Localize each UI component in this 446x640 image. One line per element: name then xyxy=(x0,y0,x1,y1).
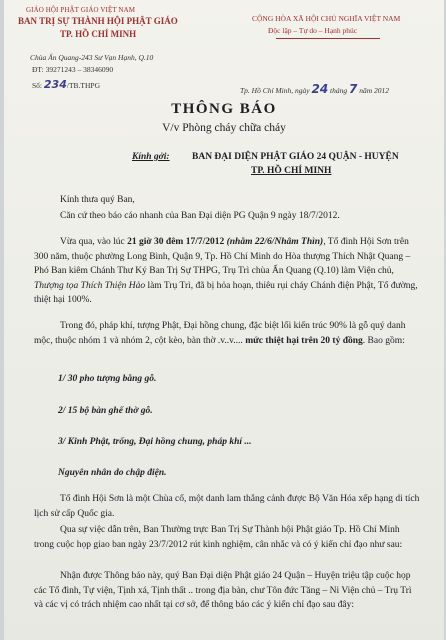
date-month: 7 xyxy=(349,82,358,96)
document-number xyxy=(32,78,100,91)
org-name: BAN TRỊ SỰ THÀNH HỘI PHẬT GIÁO xyxy=(18,16,178,26)
republic-heading: CỘNG HÒA XÃ HỘI CHỦ NGHĨA VIỆT NAM xyxy=(252,14,401,23)
recipient-label: Kính gởi: xyxy=(132,152,170,162)
date-day: 24 xyxy=(311,82,329,96)
date-prefix: Tp. Hồ Chí Minh, ngày xyxy=(240,86,310,95)
motto-underline xyxy=(276,38,380,39)
org-parent: GIÁO HỘI PHẬT GIÁO VIỆT NAM xyxy=(26,6,136,14)
incident-lunar-date: (nhằm 22/6/Nhâm Thìn) xyxy=(226,237,324,247)
damage-part-1: Trong đó, pháp khí, tượng Phật, Đại hồng chung, đặc biệt lối kiến trúc 90% là gỗ quý danh mộc, thuộc nhóm 1 và nhóm 2, cột kèo, bàn thờ .v..v.... xyxy=(34,321,406,346)
org-phone: ĐT: 39271243 – 38346090 xyxy=(32,65,114,74)
damage-amount: mức thiệt hại trên 20 tỷ đồng xyxy=(245,335,363,346)
directive-paragraph: Qua sự việc dẫn trên, Ban Thường trực Ban Trị Sự Thành hội Phật giáo Tp. Hồ Chí Minh trong cuộc họp giao ban ngày 23/7/2012 rút kinh nghiệm, cân nhắc và có ý kiến chỉ đạo như sau: xyxy=(34,525,403,550)
incident-paragraph xyxy=(34,235,422,308)
list-item: 1/ 30 pho tượng bằng gỗ. xyxy=(58,374,157,384)
document-subject: V/v Phòng cháy chữa cháy xyxy=(162,122,286,134)
fire-cause: Nguyên nhân do chập điện. xyxy=(58,468,167,478)
greeting: Kính thưa quý Ban, xyxy=(60,195,135,205)
recipient-line-1: BAN ĐẠI DIỆN PHẬT GIÁO 24 QUẬN - HUYỆN xyxy=(192,152,399,162)
intro-paragraph: Căn cứ theo báo cáo nhanh của Ban Đại diện PG Quận 9 ngày 18/7/2012. xyxy=(60,211,340,221)
date-year: năm 2012 xyxy=(359,86,390,95)
temple-status-paragraph: Tổ đình Hội Sơn là một Chùa cổ, một danh lam thắng cảnh được Bộ Văn Hóa xếp hạng di tích lịch sử cấp Quốc gia. xyxy=(34,494,420,519)
date-month-label: tháng xyxy=(330,86,348,95)
recipient-line-2: TP. HỒ CHÍ MINH xyxy=(251,166,332,176)
damage-part-2: . Bao gồm: xyxy=(362,335,405,346)
document-page xyxy=(4,0,444,640)
instruction-paragraph: Nhận được Thông báo này, quý Ban Đại diện Phật giáo 24 Quận – Huyện triệu tập cuộc họp các Tổ đình, Tự viện, Tịnh xá, Tịnh thất .. trong địa bàn, chư Tôn đức Tăng – Ni Viện chủ – Trụ Trì và các vị có trách nhiệm cao nhất tại cơ sở, để thông báo các ý kiến chỉ đạo sau đây: xyxy=(34,571,412,611)
number-suffix: /TB.THPG xyxy=(66,81,100,90)
number-prefix: Số: xyxy=(32,81,43,90)
damage-paragraph xyxy=(34,319,422,348)
org-city: TP. HỒ CHÍ MINH xyxy=(60,29,137,39)
incident-part-3: làm Trụ Trì, đã bị hỏa hoạn, thiêu rụi cháy Chánh điện Phật, Tổ đường, thiệt hại 100%. xyxy=(34,280,418,306)
list-item: 2/ 15 bộ bàn ghế thờ gỗ. xyxy=(58,406,153,416)
incident-part-1: Vừa qua, vào lúc xyxy=(60,237,128,247)
incident-time: 21 giờ 30 đêm 17/7/2012 xyxy=(127,237,225,247)
list-item: 3/ Kinh Phật, trống, Đại hồng chung, pháp khí ... xyxy=(58,437,252,447)
national-motto: Độc lập – Tự do – Hạnh phúc xyxy=(268,26,358,35)
org-address: Chùa Ấn Quang-243 Sư Vạn Hạnh, Q.10 xyxy=(30,53,154,62)
document-date xyxy=(240,82,389,96)
number-handwritten: 234 xyxy=(43,78,67,91)
incident-abbot: Thượng tọa Thích Thiện Hảo xyxy=(34,280,146,291)
document-title: THÔNG BÁO xyxy=(171,101,277,117)
incident-part-2: , Tổ đình Hội Sơn trên 300 năm, thuộc phường Long Bình, Quận 9, Tp. Hồ Chí Minh do Hòa thượng Thích Nhật Quang – Phó Ban kiêm Chánh Thư Ký Ban Trị Sự THPG, Trụ Trì chùa Ấn Quang (Q.10) làm Viện chủ, xyxy=(34,237,411,277)
